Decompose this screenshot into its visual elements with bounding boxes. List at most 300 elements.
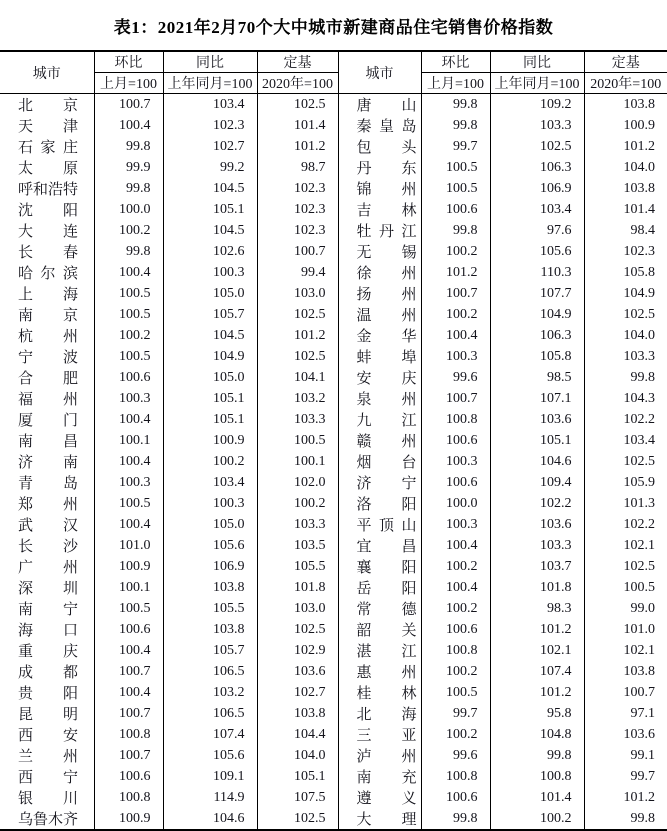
- city-name: 三亚: [356, 728, 417, 744]
- city-cell-left: [0, 640, 94, 661]
- yoy-cell-right: 105.6: [490, 241, 584, 262]
- fixed-cell-right: 101.3: [623, 495, 655, 511]
- yoy-cell-left: 103.4: [163, 94, 257, 116]
- city-cell-right: [338, 409, 421, 430]
- mom-cell-right: 99.7: [421, 136, 490, 157]
- city-cell-left: [0, 115, 94, 136]
- yoy-cell-left: 104.5: [163, 220, 257, 241]
- fixed-cell-left: 103.6: [257, 661, 338, 682]
- yoy-cell-right: 102.1: [490, 640, 584, 661]
- mom-cell-right: 100.4: [421, 535, 490, 556]
- city-name: 西安: [18, 728, 78, 744]
- fixed-cell-left: 102.3: [257, 178, 338, 199]
- yoy-cell-right: 104.9: [490, 304, 584, 325]
- fixed-cell-left: 105.5: [257, 556, 338, 577]
- city-name: 银川: [18, 791, 78, 807]
- mom-cell-left: 100.4: [94, 514, 163, 535]
- fixed-cell-right: 99.0: [630, 600, 655, 616]
- fixed-cell-right: 103.3: [623, 348, 655, 364]
- fixed-cell-right: 103.8: [623, 180, 655, 196]
- mom-cell-left: 100.4: [94, 451, 163, 472]
- header-mom-left: 环比: [94, 51, 163, 73]
- yoy-cell-right: 101.2: [490, 682, 584, 703]
- mom-cell-left: 100.6: [94, 367, 163, 388]
- yoy-cell-right: 105.1: [490, 430, 584, 451]
- table-row: [0, 766, 667, 787]
- fixed-cell-right: 102.5: [623, 306, 655, 322]
- city-name: 北海: [356, 707, 417, 723]
- city-name: 徐州: [356, 266, 417, 282]
- yoy-cell-right: 103.6: [490, 409, 584, 430]
- fixed-cell-right: 102.5: [623, 453, 655, 469]
- yoy-cell-right: 103.6: [490, 514, 584, 535]
- city-name: 包头: [356, 140, 417, 156]
- yoy-cell-right: 110.3: [490, 262, 584, 283]
- yoy-cell-left: 105.0: [163, 514, 257, 535]
- yoy-cell-right: 95.8: [490, 703, 584, 724]
- mom-cell-left: 100.8: [94, 787, 163, 808]
- yoy-cell-left: 105.7: [163, 640, 257, 661]
- mom-cell-left: 100.4: [94, 262, 163, 283]
- city-cell-left: [0, 472, 94, 493]
- city-name: 北京: [18, 98, 78, 114]
- city-name: 无锡: [356, 245, 417, 261]
- yoy-cell-left: 105.1: [163, 388, 257, 409]
- yoy-cell-right: 103.7: [490, 556, 584, 577]
- yoy-cell-left: 106.9: [163, 556, 257, 577]
- header-yoy-right: 同比: [490, 51, 584, 73]
- city-cell-right: [338, 178, 421, 199]
- mom-cell-right: 100.8: [421, 766, 490, 787]
- city-cell-right: [338, 493, 421, 514]
- city-name: 牡丹江: [356, 224, 417, 240]
- mom-cell-left: 99.9: [94, 157, 163, 178]
- city-name: 合肥: [18, 371, 78, 387]
- yoy-cell-right: 102.2: [490, 493, 584, 514]
- city-name: 郑州: [18, 497, 78, 513]
- mom-cell-right: 100.4: [421, 325, 490, 346]
- fixed-cell-right: 102.1: [623, 642, 655, 658]
- fixed-cell-left: 102.5: [257, 304, 338, 325]
- table-row: [0, 724, 667, 745]
- table-row: [0, 115, 667, 136]
- table-row: [0, 472, 667, 493]
- city-name: 金华: [356, 329, 417, 345]
- mom-cell-right: 100.5: [421, 157, 490, 178]
- city-cell-right: [338, 556, 421, 577]
- yoy-cell-right: 105.8: [490, 346, 584, 367]
- fixed-cell-right: 98.4: [630, 222, 655, 238]
- fixed-cell-left: 99.4: [257, 262, 338, 283]
- city-cell-left: [0, 367, 94, 388]
- city-name: 武汉: [18, 518, 78, 534]
- table-row: [0, 388, 667, 409]
- table-row: [0, 640, 667, 661]
- table-row: [0, 94, 667, 116]
- mom-cell-left: 100.6: [94, 619, 163, 640]
- mom-cell-right: 99.8: [421, 94, 490, 116]
- fixed-cell-right: 101.4: [623, 201, 655, 217]
- fixed-cell-left: 107.5: [257, 787, 338, 808]
- mom-cell-left: 100.7: [94, 661, 163, 682]
- yoy-cell-left: 104.5: [163, 325, 257, 346]
- table-row: [0, 220, 667, 241]
- fixed-cell-right: 100.5: [623, 579, 655, 595]
- city-name: 九江: [356, 413, 417, 429]
- yoy-cell-left: 102.6: [163, 241, 257, 262]
- city-cell-right: [338, 514, 421, 535]
- mom-cell-right: 100.2: [421, 556, 490, 577]
- fixed-cell-left: 103.3: [257, 514, 338, 535]
- city-cell-right: [338, 472, 421, 493]
- city-cell-left: [0, 388, 94, 409]
- yoy-cell-left: 102.3: [163, 115, 257, 136]
- city-cell-right: [338, 430, 421, 451]
- mom-cell-right: 100.6: [421, 199, 490, 220]
- city-cell-right: [338, 598, 421, 619]
- city-name: 上海: [18, 287, 78, 303]
- city-name: 大连: [18, 224, 78, 240]
- city-cell-right: [338, 94, 421, 116]
- yoy-cell-right: 100.2: [490, 808, 584, 830]
- price-index-table: [0, 50, 667, 831]
- fixed-cell-left: 103.0: [257, 598, 338, 619]
- table-row: [0, 661, 667, 682]
- city-name: 长沙: [18, 539, 78, 555]
- mom-cell-left: 100.4: [94, 640, 163, 661]
- yoy-cell-left: 100.2: [163, 451, 257, 472]
- city-cell-left: [0, 787, 94, 808]
- fixed-cell-right: 99.7: [630, 768, 655, 784]
- city-name: 洛阳: [356, 497, 417, 513]
- city-name: 兰州: [18, 749, 78, 765]
- fixed-cell-right: 103.8: [623, 663, 655, 679]
- mom-cell-right: 100.7: [421, 388, 490, 409]
- table-row: [0, 577, 667, 598]
- table-row: [0, 346, 667, 367]
- city-cell-left: [0, 283, 94, 304]
- yoy-cell-left: 100.3: [163, 262, 257, 283]
- city-name: 唐山: [356, 98, 417, 114]
- fixed-cell-right: 100.9: [623, 117, 655, 133]
- city-name: 南京: [18, 308, 78, 324]
- fixed-cell-left: 104.0: [257, 745, 338, 766]
- yoy-cell-left: 104.9: [163, 346, 257, 367]
- city-cell-left: [0, 745, 94, 766]
- city-cell-right: [338, 115, 421, 136]
- city-cell-right: [338, 283, 421, 304]
- yoy-cell-right: 109.2: [490, 94, 584, 116]
- city-cell-right: [338, 367, 421, 388]
- city-name: 长春: [18, 245, 78, 261]
- fixed-cell-left: 103.8: [257, 703, 338, 724]
- city-cell-right: [338, 703, 421, 724]
- city-name: 杭州: [18, 329, 78, 345]
- mom-cell-right: 99.6: [421, 367, 490, 388]
- city-cell-right: [338, 220, 421, 241]
- city-cell-left: [0, 598, 94, 619]
- city-cell-left: [0, 619, 94, 640]
- mom-cell-right: 100.6: [421, 430, 490, 451]
- fixed-cell-left: 104.4: [257, 724, 338, 745]
- mom-cell-right: 99.6: [421, 745, 490, 766]
- fixed-cell-left: 105.1: [257, 766, 338, 787]
- city-name: 岳阳: [356, 581, 417, 597]
- city-name: 蚌埠: [356, 350, 417, 366]
- city-cell-left: [0, 262, 94, 283]
- table-row: [0, 514, 667, 535]
- city-name: 惠州: [356, 665, 417, 681]
- city-name: 海口: [18, 623, 78, 639]
- city-cell-right: [338, 619, 421, 640]
- table-row: [0, 451, 667, 472]
- city-name: 遵义: [356, 791, 417, 807]
- fixed-cell-left: 103.5: [257, 535, 338, 556]
- fixed-cell-right: 101.2: [623, 789, 655, 805]
- yoy-cell-left: 105.1: [163, 199, 257, 220]
- city-name: 南昌: [18, 434, 78, 450]
- mom-cell-left: 100.3: [94, 472, 163, 493]
- city-name: 宜昌: [356, 539, 417, 555]
- yoy-cell-left: 107.4: [163, 724, 257, 745]
- table-row: [0, 304, 667, 325]
- fixed-cell-left: 100.1: [257, 451, 338, 472]
- city-cell-right: [338, 346, 421, 367]
- table-row: [0, 136, 667, 157]
- city-name: 泸州: [356, 749, 417, 765]
- city-cell-right: [338, 304, 421, 325]
- table-row: [0, 682, 667, 703]
- city-name: 西宁: [18, 770, 78, 786]
- city-name: 哈尔滨: [18, 266, 78, 282]
- mom-cell-right: 100.3: [421, 346, 490, 367]
- yoy-cell-right: 109.4: [490, 472, 584, 493]
- fixed-cell-left: 102.9: [257, 640, 338, 661]
- yoy-cell-left: 103.8: [163, 577, 257, 598]
- city-cell-right: [338, 157, 421, 178]
- mom-cell-right: 100.8: [421, 640, 490, 661]
- fixed-cell-left: 101.4: [257, 115, 338, 136]
- yoy-cell-right: 102.5: [490, 136, 584, 157]
- city-cell-right: [338, 724, 421, 745]
- city-name: 太原: [18, 161, 78, 177]
- mom-cell-right: 100.8: [421, 409, 490, 430]
- city-cell-left: [0, 703, 94, 724]
- city-cell-right: [338, 535, 421, 556]
- city-name: 沈阳: [18, 203, 78, 219]
- yoy-cell-left: 105.6: [163, 535, 257, 556]
- city-name: 湛江: [356, 644, 417, 660]
- header-mom-right: 环比: [421, 51, 490, 73]
- table-row: [0, 241, 667, 262]
- table-row: [0, 367, 667, 388]
- yoy-cell-right: 103.4: [490, 199, 584, 220]
- mom-cell-left: 100.5: [94, 598, 163, 619]
- city-cell-left: [0, 451, 94, 472]
- city-cell-right: [338, 241, 421, 262]
- city-name: 秦皇岛: [356, 119, 417, 135]
- mom-cell-left: 100.4: [94, 682, 163, 703]
- yoy-cell-right: 106.3: [490, 157, 584, 178]
- city-name: 成都: [18, 665, 78, 681]
- mom-cell-right: 100.2: [421, 598, 490, 619]
- fixed-cell-left: 100.2: [257, 493, 338, 514]
- mom-cell-right: 100.0: [421, 493, 490, 514]
- city-name: 丹东: [356, 161, 417, 177]
- fixed-cell-left: 102.5: [257, 346, 338, 367]
- table-row: [0, 199, 667, 220]
- fixed-cell-right: 103.8: [623, 96, 655, 112]
- yoy-cell-right: 101.8: [490, 577, 584, 598]
- city-cell-left: [0, 808, 94, 830]
- city-cell-left: [0, 409, 94, 430]
- mom-cell-right: 99.8: [421, 220, 490, 241]
- mom-cell-left: 100.8: [94, 724, 163, 745]
- fixed-cell-right: 97.1: [630, 705, 655, 721]
- city-cell-right: [338, 661, 421, 682]
- city-cell-right: [338, 262, 421, 283]
- mom-cell-left: 100.9: [94, 556, 163, 577]
- city-cell-left: [0, 682, 94, 703]
- mom-cell-left: 100.7: [94, 94, 163, 116]
- city-name: 南充: [356, 770, 417, 786]
- yoy-cell-left: 104.6: [163, 808, 257, 830]
- fixed-cell-right: 104.0: [623, 327, 655, 343]
- header-fixed-base-right: 2020年=100: [584, 73, 667, 94]
- mom-cell-left: 100.5: [94, 493, 163, 514]
- yoy-cell-right: 100.8: [490, 766, 584, 787]
- mom-cell-right: 100.6: [421, 619, 490, 640]
- mom-cell-left: 100.7: [94, 745, 163, 766]
- fixed-cell-right: 102.2: [623, 516, 655, 532]
- mom-cell-left: 99.8: [94, 241, 163, 262]
- city-name: 常德: [356, 602, 417, 618]
- table-row: [0, 808, 667, 830]
- city-name: 呼和浩特: [18, 182, 79, 198]
- yoy-cell-left: 105.6: [163, 745, 257, 766]
- fixed-cell-right: 101.0: [623, 621, 655, 637]
- city-cell-right: [338, 808, 421, 830]
- fixed-cell-right: 102.1: [623, 537, 655, 553]
- mom-cell-right: 100.5: [421, 178, 490, 199]
- yoy-cell-left: 103.4: [163, 472, 257, 493]
- fixed-cell-right: 99.8: [630, 369, 655, 385]
- city-name: 大理: [356, 812, 417, 828]
- city-name: 宁波: [18, 350, 78, 366]
- header-fixed-left: 定基: [257, 51, 338, 73]
- city-cell-right: [338, 325, 421, 346]
- table-row: [0, 157, 667, 178]
- table-header: [0, 51, 667, 94]
- table-row: [0, 787, 667, 808]
- fixed-cell-left: 103.2: [257, 388, 338, 409]
- city-name: 福州: [18, 392, 78, 408]
- yoy-cell-left: 105.1: [163, 409, 257, 430]
- yoy-cell-left: 114.9: [163, 787, 257, 808]
- header-mom-base-right: 上月=100: [421, 73, 490, 94]
- yoy-cell-left: 102.7: [163, 136, 257, 157]
- mom-cell-right: 100.3: [421, 514, 490, 535]
- city-cell-left: [0, 514, 94, 535]
- fixed-cell-left: 101.8: [257, 577, 338, 598]
- city-cell-right: [338, 787, 421, 808]
- header-fixed-base-left: 2020年=100: [257, 73, 338, 94]
- fixed-cell-right: 105.9: [623, 474, 655, 490]
- yoy-cell-right: 107.1: [490, 388, 584, 409]
- mom-cell-left: 100.4: [94, 115, 163, 136]
- city-name: 温州: [356, 308, 417, 324]
- city-cell-left: [0, 346, 94, 367]
- yoy-cell-right: 103.3: [490, 115, 584, 136]
- city-cell-left: [0, 325, 94, 346]
- header-fixed-right: 定基: [584, 51, 667, 73]
- mom-cell-right: 100.2: [421, 661, 490, 682]
- fixed-cell-right: 104.0: [623, 159, 655, 175]
- table-row: [0, 262, 667, 283]
- yoy-cell-left: 106.5: [163, 661, 257, 682]
- yoy-cell-left: 100.9: [163, 430, 257, 451]
- city-name: 重庆: [18, 644, 78, 660]
- city-cell-right: [338, 136, 421, 157]
- fixed-cell-right: 102.2: [623, 411, 655, 427]
- table-row: [0, 619, 667, 640]
- city-cell-left: [0, 577, 94, 598]
- city-name: 烟台: [356, 455, 417, 471]
- city-cell-right: [338, 745, 421, 766]
- city-cell-left: [0, 94, 94, 116]
- mom-cell-left: 100.2: [94, 325, 163, 346]
- table-row: [0, 703, 667, 724]
- table-row: [0, 493, 667, 514]
- city-name: 深圳: [18, 581, 78, 597]
- city-cell-right: [338, 682, 421, 703]
- mom-cell-left: 100.3: [94, 388, 163, 409]
- fixed-cell-left: 102.0: [257, 472, 338, 493]
- city-name: 济宁: [356, 476, 417, 492]
- yoy-cell-right: 103.3: [490, 535, 584, 556]
- mom-cell-right: 100.2: [421, 304, 490, 325]
- yoy-cell-right: 97.6: [490, 220, 584, 241]
- city-name: 桂林: [356, 686, 417, 702]
- page-title: 表1：2021年2月70个大中城市新建商品住宅销售价格指数: [113, 18, 554, 37]
- mom-cell-right: 99.7: [421, 703, 490, 724]
- fixed-cell-left: 102.5: [257, 94, 338, 116]
- yoy-cell-right: 98.5: [490, 367, 584, 388]
- yoy-cell-left: 103.2: [163, 682, 257, 703]
- header-yoy-left: 同比: [163, 51, 257, 73]
- fixed-cell-right: 99.1: [630, 747, 655, 763]
- fixed-cell-right: 99.8: [630, 810, 655, 826]
- mom-cell-left: 100.1: [94, 577, 163, 598]
- city-name: 石家庄: [18, 140, 78, 156]
- city-name: 青岛: [18, 476, 78, 492]
- city-name: 贵阳: [18, 686, 78, 702]
- mom-cell-left: 100.4: [94, 409, 163, 430]
- fixed-cell-left: 102.3: [257, 220, 338, 241]
- city-name: 吉林: [356, 203, 417, 219]
- fixed-cell-left: 104.1: [257, 367, 338, 388]
- mom-cell-right: 100.6: [421, 472, 490, 493]
- header-city-right: 城市: [338, 51, 421, 94]
- fixed-cell-left: 103.0: [257, 283, 338, 304]
- yoy-cell-left: 100.3: [163, 493, 257, 514]
- yoy-cell-right: 107.4: [490, 661, 584, 682]
- fixed-cell-right: 102.3: [623, 243, 655, 259]
- header-row-metrics: [0, 51, 667, 73]
- yoy-cell-right: 107.7: [490, 283, 584, 304]
- city-name: 济南: [18, 455, 78, 471]
- city-cell-left: [0, 199, 94, 220]
